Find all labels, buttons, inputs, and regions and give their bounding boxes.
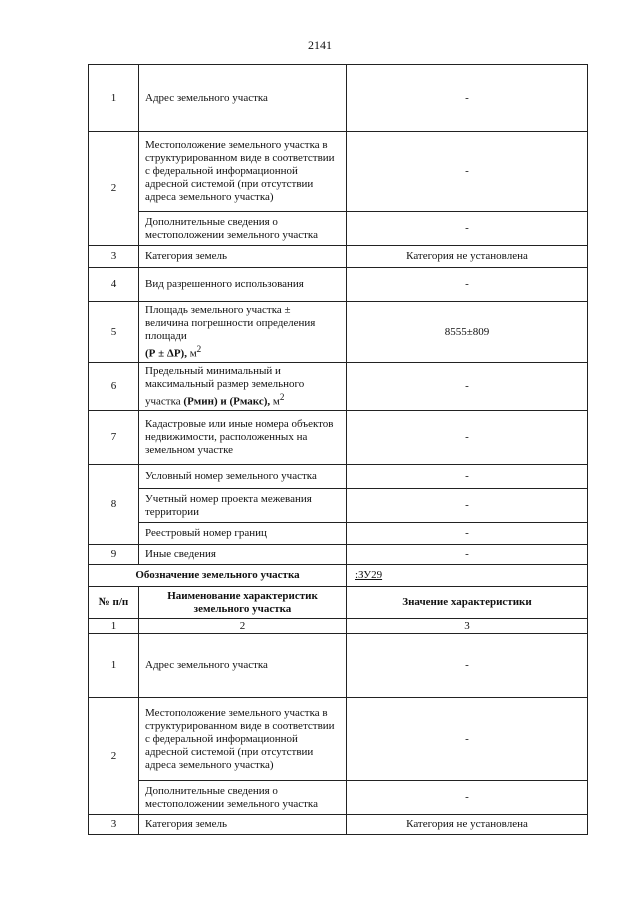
header-value: Значение характеристики [347, 587, 588, 619]
header-characteristic: Наименование характеристик земельного участка [139, 587, 347, 619]
characteristic-value: - [347, 465, 588, 489]
characteristic-name: Адрес земельного участка [139, 65, 347, 132]
characteristic-name [139, 302, 347, 363]
designation-value: :ЗУ29 [355, 569, 383, 581]
table-row [89, 781, 588, 815]
characteristic-value: - [347, 781, 588, 815]
row-number: 7 [89, 411, 139, 465]
table-row [89, 302, 588, 363]
designation-cell [347, 565, 588, 587]
row-number: 2 [89, 698, 139, 815]
characteristic-name: Местоположение земельного участка в структурированном виде в соответствии с федеральной информационной адресной системой (при отсутствии адреса земельного участка) [139, 132, 347, 212]
characteristic-value: - [347, 212, 588, 246]
table-row [89, 363, 588, 411]
characteristic-value: - [347, 132, 588, 212]
page-number: 2141 [308, 38, 332, 52]
characteristic-value: - [347, 489, 588, 523]
table-row [89, 815, 588, 835]
row-number: 6 [89, 363, 139, 411]
characteristic-value: - [347, 65, 588, 132]
row-number: 9 [89, 545, 139, 565]
characteristic-name: Условный номер земельного участка [139, 465, 347, 489]
table-row [89, 465, 588, 489]
characteristic-name [139, 363, 347, 411]
column-index: 2 [139, 619, 347, 634]
name-line: максимальный размер земельного [145, 377, 305, 390]
characteristic-value: Категория не установлена [347, 246, 588, 268]
column-index: 3 [347, 619, 588, 634]
characteristic-value: - [347, 634, 588, 698]
characteristic-name: Иные сведения [139, 545, 347, 565]
table-row [89, 132, 588, 212]
characteristic-name: Категория земель [139, 246, 347, 268]
formula: (Рмин) и (Рмакс), [183, 395, 271, 408]
table-row [89, 212, 588, 246]
row-number: 4 [89, 268, 139, 302]
table-row [89, 489, 588, 523]
characteristic-name: Учетный номер проекта межевания территории [139, 489, 347, 523]
table-row [89, 268, 588, 302]
name-line: участка [145, 395, 181, 408]
characteristic-value: - [347, 268, 588, 302]
table-row [89, 411, 588, 465]
land-plot-table [88, 64, 588, 835]
row-number: 3 [89, 815, 139, 835]
characteristic-name: Категория земель [139, 815, 347, 835]
header-number: № п/п [89, 587, 139, 619]
characteristic-value: Категория не установлена [347, 815, 588, 835]
row-number: 5 [89, 302, 139, 363]
table-row [89, 698, 588, 781]
characteristic-name: Дополнительные сведения о местоположении земельного участка [139, 781, 347, 815]
row-number: 8 [89, 465, 139, 545]
name-line: Предельный минимальный и [145, 364, 281, 377]
characteristic-name: Реестровый номер границ [139, 523, 347, 545]
characteristic-value: - [347, 363, 588, 411]
characteristic-value: 8555±809 [347, 302, 588, 363]
designation-label: Обозначение земельного участка [89, 565, 347, 587]
name-line: Площадь земельного участка ± [145, 303, 291, 316]
characteristic-value: - [347, 523, 588, 545]
table-row [89, 634, 588, 698]
characteristic-name: Вид разрешенного использования [139, 268, 347, 302]
row-number: 2 [89, 132, 139, 246]
characteristic-value: - [347, 545, 588, 565]
header-row [89, 587, 588, 619]
row-number: 1 [89, 634, 139, 698]
formula: (Р ± ΔР), [145, 347, 187, 360]
designation-row [89, 565, 588, 587]
column-index: 1 [89, 619, 139, 634]
characteristic-value: - [347, 698, 588, 781]
name-line: площади [145, 329, 187, 342]
unit-power: 2 [279, 391, 285, 402]
table-row [89, 246, 588, 268]
unit: м [186, 347, 197, 360]
characteristic-value: - [347, 411, 588, 465]
table-row [89, 523, 588, 545]
characteristic-name: Местоположение земельного участка в структурированном виде в соответствии с федеральной информационной адресной системой (при отсутствии адреса земельного участка) [139, 698, 347, 781]
table-row [89, 545, 588, 565]
characteristic-name: Адрес земельного участка [139, 634, 347, 698]
unit: м [270, 395, 280, 408]
column-index-row [89, 619, 588, 634]
unit-power: 2 [196, 343, 202, 354]
row-number: 3 [89, 246, 139, 268]
characteristic-name: Дополнительные сведения о местоположении земельного участка [139, 212, 347, 246]
row-number: 1 [89, 65, 139, 132]
name-line: величина погрешности определения [145, 316, 316, 329]
table-row [89, 65, 588, 132]
characteristic-name: Кадастровые или иные номера объектов недвижимости, расположенных на земельном участке [139, 411, 347, 465]
